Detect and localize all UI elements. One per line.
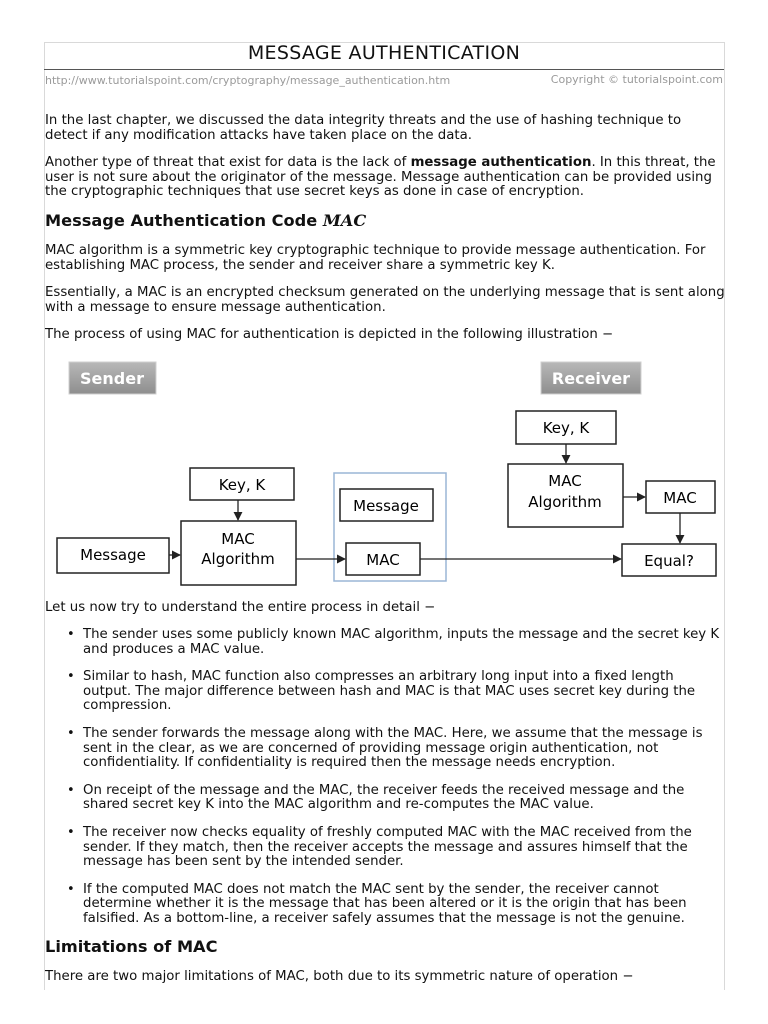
receiver-label: Receiver — [551, 369, 631, 388]
list-item: • If the computed MAC does not match the MAC sent by the sender, the receiver cannot determine whether it is the message that has been altered or it is the origin that has been falsified. As a bottom-line, a receiver safely assumes that the message is not the genuine. — [67, 881, 687, 926]
equality-check-label: Equal? — [644, 552, 694, 570]
process-intro: Let us now try to understand the entire process in detail − — [45, 600, 436, 615]
intro-paragraph-1: In the last chapter, we discussed the data integrity threats and the use of hashing technique to detect if any modification attacks have taken place on the data. — [45, 113, 682, 143]
mac-paragraph-3: The process of using MAC for authentication is depicted in the following illustration − — [45, 327, 614, 342]
sender-label: Sender — [80, 369, 144, 388]
list-item: • On receipt of the message and the MAC, the receiver feeds the received message and the shared secret key K into the MAC algorithm and re-computes the MAC value. — [67, 782, 685, 813]
list-item: • The sender uses some publicly known MAC algorithm, inputs the message and the secret key K and produces a MAC value. — [67, 627, 720, 657]
receiver-key-label: Key, K — [542, 419, 590, 437]
receiver-mac-algorithm-line2: Algorithm — [528, 493, 602, 511]
sender-message-label: Message — [80, 546, 146, 564]
message-authentication-term: message authentication — [410, 155, 592, 170]
list-item: • Similar to hash, MAC function also compresses an arbitrary long input into a fixed length output. The major difference between hash and MAC is that MAC uses secret key during the compression. — [67, 669, 696, 714]
title-divider — [44, 69, 724, 70]
mac-section-heading: Message Authentication Code MAC — [45, 211, 367, 230]
mac-paragraph-2: Essentially, a MAC is an encrypted checksum generated on the underlying message that is sent along with a message to ensure message authentication. — [45, 285, 725, 315]
process-steps-list — [45, 628, 723, 940]
list-item: • The sender forwards the message along with the MAC. Here, we assume that the message is sent in the clear, as we are concerned of providing message origin authentication, not confidentiality. If confidentiality is required then the message needs encryption. — [67, 725, 703, 771]
sender-mac-algorithm-line1: MAC — [221, 530, 255, 548]
intro-paragraph-2: Another type of threat that exist for data is the lack of message authentication. In this threat, the user is not sure about the originator of the message. Message authentication can be provided using the cryptographic techniques that use secret keys as done in case of encryption. — [45, 155, 716, 200]
receiver-mac-label: MAC — [663, 489, 697, 507]
limitations-paragraph: There are two major limitations of MAC, both due to its symmetric nature of operation − — [45, 969, 634, 984]
source-url: http://www.tutorialspoint.com/cryptography/message_authentication.htm — [45, 74, 451, 87]
receiver-mac-algorithm-line1: MAC — [548, 472, 582, 490]
channel-message-label: Message — [353, 497, 419, 515]
mac-paragraph-1: MAC algorithm is a symmetric key cryptographic technique to provide message authentication. For establishing MAC process, the sender and receiver share a symmetric key K. — [45, 243, 706, 273]
page-title: MESSAGE AUTHENTICATION — [247, 42, 521, 64]
sender-key-label: Key, K — [218, 476, 266, 494]
channel-mac-label: MAC — [366, 551, 400, 569]
limitations-heading: Limitations of MAC — [45, 937, 218, 956]
sender-mac-algorithm-line2: Algorithm — [201, 550, 275, 568]
mac-process-diagram — [45, 356, 721, 592]
copyright-notice: Copyright © tutorialspoint.com — [550, 73, 723, 86]
list-item: • The receiver now checks equality of freshly computed MAC with the MAC received from the sender. If they match, then the receiver accepts the message and assures himself that the message has been sent by the intended sender. — [67, 824, 692, 870]
